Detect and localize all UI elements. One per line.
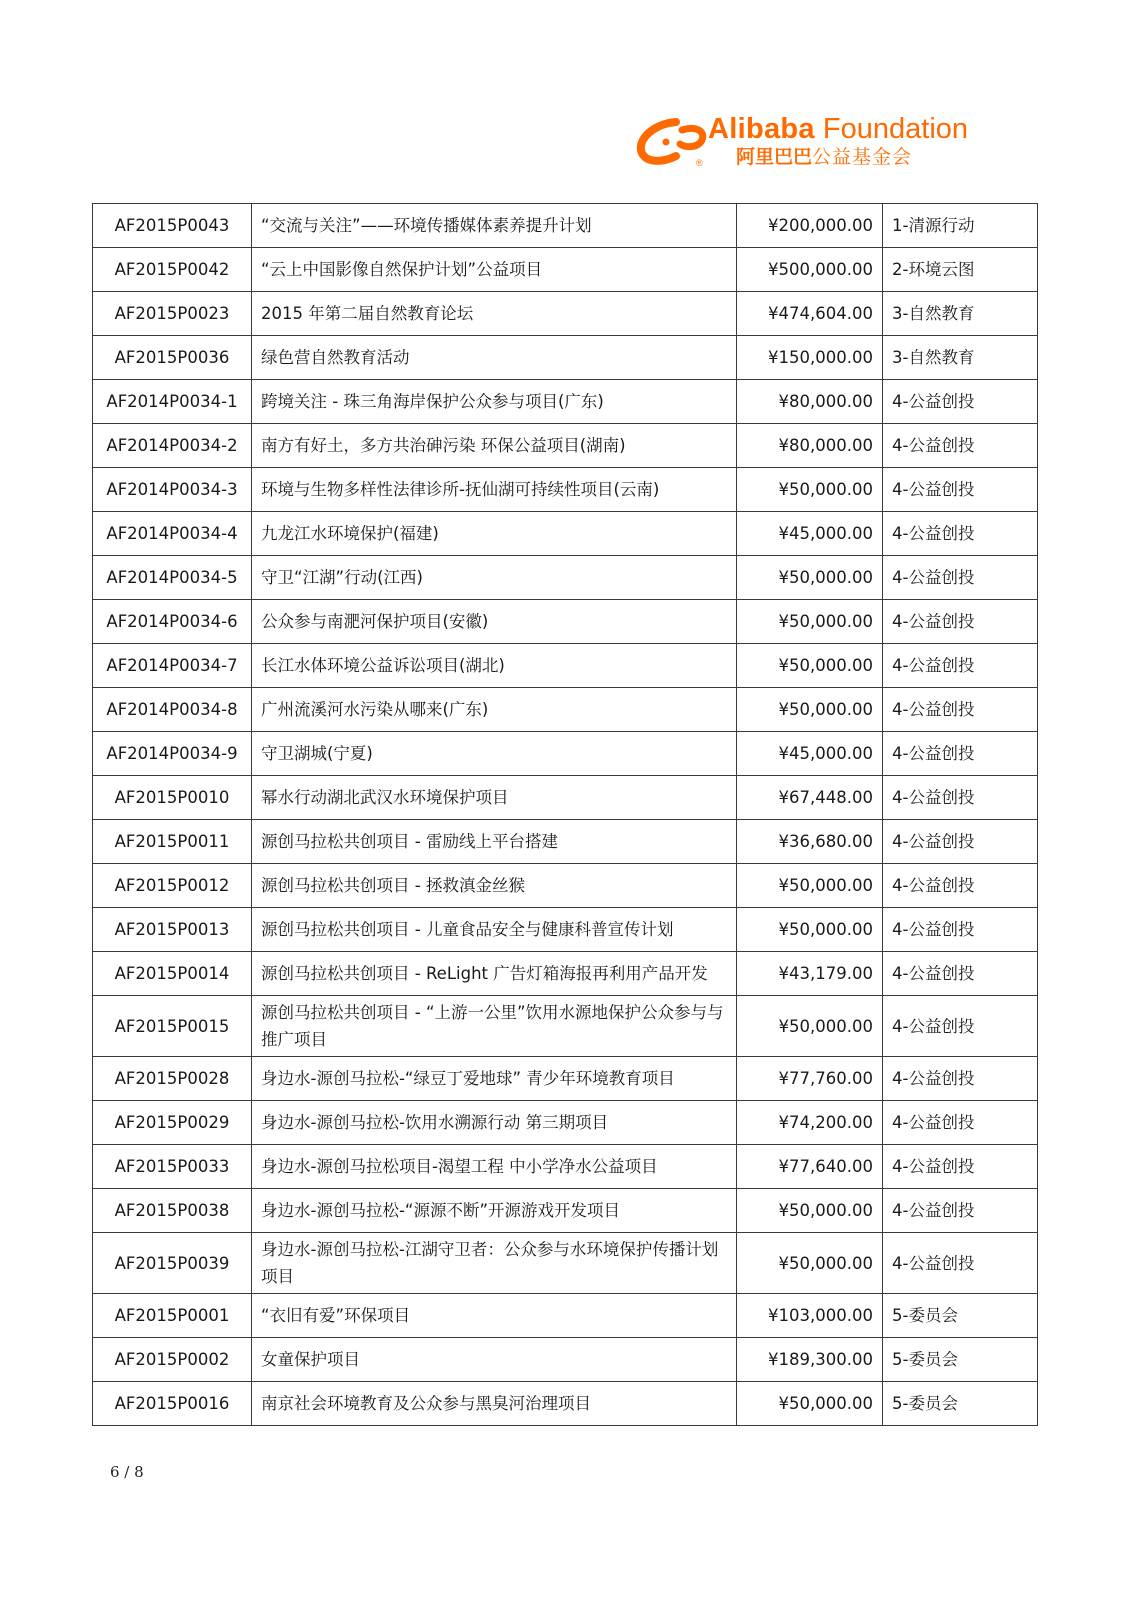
grant-amount-cell: ¥50,000.00 bbox=[737, 644, 883, 688]
project-code-cell: AF2014P0034-7 bbox=[93, 644, 252, 688]
category-cell: 4-公益创投 bbox=[883, 864, 1038, 908]
category-cell: 3-自然教育 bbox=[883, 292, 1038, 336]
category-cell: 4-公益创投 bbox=[883, 952, 1038, 996]
project-name-cell: 源创马拉松共创项目 - 雷励线上平台搭建 bbox=[252, 820, 737, 864]
project-name-cell: 跨境关注 - 珠三角海岸保护公众参与项目(广东) bbox=[252, 380, 737, 424]
table-row bbox=[93, 732, 1038, 776]
logo-cn-light: 公益基金会 bbox=[812, 146, 913, 168]
grant-amount-cell: ¥36,680.00 bbox=[737, 820, 883, 864]
grant-amount-cell: ¥50,000.00 bbox=[737, 864, 883, 908]
project-name-cell: 公众参与南淝河保护项目(安徽) bbox=[252, 600, 737, 644]
table-row bbox=[93, 556, 1038, 600]
project-code-cell: AF2015P0033 bbox=[93, 1145, 252, 1189]
project-code-cell: AF2015P0028 bbox=[93, 1057, 252, 1101]
table-row bbox=[93, 292, 1038, 336]
table-row bbox=[93, 248, 1038, 292]
grant-amount-cell: ¥50,000.00 bbox=[737, 996, 883, 1057]
project-code-cell: AF2015P0043 bbox=[93, 204, 252, 248]
table-row bbox=[93, 424, 1038, 468]
grant-amount-cell: ¥103,000.00 bbox=[737, 1294, 883, 1338]
grant-amount-cell: ¥474,604.00 bbox=[737, 292, 883, 336]
grant-amount-cell: ¥50,000.00 bbox=[737, 1382, 883, 1426]
table-row bbox=[93, 952, 1038, 996]
table-row bbox=[93, 1233, 1038, 1294]
project-code-cell: AF2015P0013 bbox=[93, 908, 252, 952]
project-name-cell: “交流与关注”——环境传播媒体素养提升计划 bbox=[252, 204, 737, 248]
grant-amount-cell: ¥200,000.00 bbox=[737, 204, 883, 248]
category-cell: 4-公益创投 bbox=[883, 1101, 1038, 1145]
project-code-cell: AF2015P0010 bbox=[93, 776, 252, 820]
table-row bbox=[93, 996, 1038, 1057]
project-name-cell: 身边水-源创马拉松-江湖守卫者：公众参与水环境保护传播计划项目 bbox=[252, 1233, 737, 1294]
grant-amount-cell: ¥50,000.00 bbox=[737, 1233, 883, 1294]
grant-amount-cell: ¥50,000.00 bbox=[737, 468, 883, 512]
table-row bbox=[93, 336, 1038, 380]
category-cell: 4-公益创投 bbox=[883, 1057, 1038, 1101]
table-row bbox=[93, 1189, 1038, 1233]
project-name-cell: 绿色营自然教育活动 bbox=[252, 336, 737, 380]
logo-en-bold: Alibaba bbox=[708, 113, 815, 145]
table-row bbox=[93, 1101, 1038, 1145]
project-name-cell: 守卫湖城(宁夏) bbox=[252, 732, 737, 776]
project-code-cell: AF2015P0001 bbox=[93, 1294, 252, 1338]
project-code-cell: AF2014P0034-2 bbox=[93, 424, 252, 468]
table-row bbox=[93, 688, 1038, 732]
project-name-cell: 女童保护项目 bbox=[252, 1338, 737, 1382]
grant-amount-cell: ¥67,448.00 bbox=[737, 776, 883, 820]
project-code-cell: AF2015P0029 bbox=[93, 1101, 252, 1145]
project-name-cell: 身边水-源创马拉松-“源源不断”开源游戏开发项目 bbox=[252, 1189, 737, 1233]
project-code-cell: AF2015P0002 bbox=[93, 1338, 252, 1382]
grant-amount-cell: ¥77,760.00 bbox=[737, 1057, 883, 1101]
project-name-cell: 环境与生物多样性法律诊所-抚仙湖可持续性项目(云南) bbox=[252, 468, 737, 512]
grant-amount-cell: ¥45,000.00 bbox=[737, 512, 883, 556]
category-cell: 3-自然教育 bbox=[883, 336, 1038, 380]
project-name-cell: 南方有好土，多方共治砷污染 环保公益项目(湖南) bbox=[252, 424, 737, 468]
project-name-cell: 源创马拉松共创项目 - 儿童食品安全与健康科普宣传计划 bbox=[252, 908, 737, 952]
grant-amount-cell: ¥50,000.00 bbox=[737, 600, 883, 644]
grant-projects-table bbox=[92, 203, 1038, 1426]
grant-amount-cell: ¥80,000.00 bbox=[737, 424, 883, 468]
alibaba-foundation-logo bbox=[636, 112, 988, 170]
table-row bbox=[93, 820, 1038, 864]
category-cell: 1-清源行动 bbox=[883, 204, 1038, 248]
project-code-cell: AF2015P0015 bbox=[93, 996, 252, 1057]
grant-amount-cell: ¥74,200.00 bbox=[737, 1101, 883, 1145]
project-name-cell: 身边水-源创马拉松-饮用水溯源行动 第三期项目 bbox=[252, 1101, 737, 1145]
grant-amount-cell: ¥43,179.00 bbox=[737, 952, 883, 996]
project-name-cell: 身边水-源创马拉松-“绿豆丁爱地球” 青少年环境教育项目 bbox=[252, 1057, 737, 1101]
table-row bbox=[93, 776, 1038, 820]
grant-amount-cell: ¥189,300.00 bbox=[737, 1338, 883, 1382]
logo-english-name bbox=[708, 114, 968, 144]
category-cell: 4-公益创投 bbox=[883, 424, 1038, 468]
grant-amount-cell: ¥50,000.00 bbox=[737, 908, 883, 952]
project-code-cell: AF2015P0039 bbox=[93, 1233, 252, 1294]
category-cell: 4-公益创投 bbox=[883, 1189, 1038, 1233]
category-cell: 4-公益创投 bbox=[883, 1145, 1038, 1189]
category-cell: 4-公益创投 bbox=[883, 600, 1038, 644]
project-name-cell: 南京社会环境教育及公众参与黑臭河治理项目 bbox=[252, 1382, 737, 1426]
category-cell: 4-公益创投 bbox=[883, 908, 1038, 952]
project-name-cell: 2015 年第二届自然教育论坛 bbox=[252, 292, 737, 336]
project-code-cell: AF2015P0038 bbox=[93, 1189, 252, 1233]
category-cell: 4-公益创投 bbox=[883, 512, 1038, 556]
category-cell: 4-公益创投 bbox=[883, 820, 1038, 864]
table-row bbox=[93, 644, 1038, 688]
project-code-cell: AF2015P0014 bbox=[93, 952, 252, 996]
category-cell: 4-公益创投 bbox=[883, 380, 1038, 424]
project-name-cell: 源创马拉松共创项目 - ReLight 广告灯箱海报再利用产品开发 bbox=[252, 952, 737, 996]
category-cell: 4-公益创投 bbox=[883, 732, 1038, 776]
project-code-cell: AF2014P0034-6 bbox=[93, 600, 252, 644]
category-cell: 4-公益创投 bbox=[883, 556, 1038, 600]
category-cell: 2-环境云图 bbox=[883, 248, 1038, 292]
registered-mark: ® bbox=[696, 158, 703, 168]
category-cell: 5-委员会 bbox=[883, 1294, 1038, 1338]
category-cell: 4-公益创投 bbox=[883, 468, 1038, 512]
logo-mark-icon bbox=[636, 114, 714, 168]
category-cell: 5-委员会 bbox=[883, 1338, 1038, 1382]
project-code-cell: AF2014P0034-5 bbox=[93, 556, 252, 600]
page-number: 6 / 8 bbox=[110, 1463, 144, 1481]
category-cell: 4-公益创投 bbox=[883, 644, 1038, 688]
project-code-cell: AF2015P0042 bbox=[93, 248, 252, 292]
project-code-cell: AF2014P0034-4 bbox=[93, 512, 252, 556]
grant-amount-cell: ¥50,000.00 bbox=[737, 688, 883, 732]
grant-amount-cell: ¥45,000.00 bbox=[737, 732, 883, 776]
category-cell: 4-公益创投 bbox=[883, 1233, 1038, 1294]
grant-table-body bbox=[93, 204, 1038, 1426]
project-name-cell: 守卫“江湖”行动(江西) bbox=[252, 556, 737, 600]
grant-amount-cell: ¥77,640.00 bbox=[737, 1145, 883, 1189]
project-code-cell: AF2015P0011 bbox=[93, 820, 252, 864]
grant-amount-cell: ¥500,000.00 bbox=[737, 248, 883, 292]
project-code-cell: AF2014P0034-1 bbox=[93, 380, 252, 424]
table-row bbox=[93, 1145, 1038, 1189]
project-code-cell: AF2014P0034-8 bbox=[93, 688, 252, 732]
project-name-cell: 广州流溪河水污染从哪来(广东) bbox=[252, 688, 737, 732]
project-code-cell: AF2015P0012 bbox=[93, 864, 252, 908]
project-name-cell: “衣旧有爱”环保项目 bbox=[252, 1294, 737, 1338]
grant-amount-cell: ¥150,000.00 bbox=[737, 336, 883, 380]
project-code-cell: AF2015P0016 bbox=[93, 1382, 252, 1426]
table-row bbox=[93, 1382, 1038, 1426]
category-cell: 4-公益创投 bbox=[883, 996, 1038, 1057]
table-row bbox=[93, 512, 1038, 556]
project-code-cell: AF2015P0036 bbox=[93, 336, 252, 380]
table-row bbox=[93, 1057, 1038, 1101]
grant-amount-cell: ¥80,000.00 bbox=[737, 380, 883, 424]
project-code-cell: AF2015P0023 bbox=[93, 292, 252, 336]
table-row bbox=[93, 600, 1038, 644]
category-cell: 5-委员会 bbox=[883, 1382, 1038, 1426]
table-row bbox=[93, 380, 1038, 424]
category-cell: 4-公益创投 bbox=[883, 688, 1038, 732]
project-code-cell: AF2014P0034-3 bbox=[93, 468, 252, 512]
project-name-cell: “云上中国影像自然保护计划”公益项目 bbox=[252, 248, 737, 292]
grant-amount-cell: ¥50,000.00 bbox=[737, 1189, 883, 1233]
table-row bbox=[93, 908, 1038, 952]
table-row bbox=[93, 1338, 1038, 1382]
logo-chinese-name bbox=[736, 146, 912, 168]
project-name-cell: 源创马拉松共创项目 - 拯救滇金丝猴 bbox=[252, 864, 737, 908]
logo-en-light: Foundation bbox=[814, 113, 969, 145]
project-code-cell: AF2014P0034-9 bbox=[93, 732, 252, 776]
category-cell: 4-公益创投 bbox=[883, 776, 1038, 820]
grant-amount-cell: ¥50,000.00 bbox=[737, 556, 883, 600]
project-name-cell: 九龙江水环境保护(福建) bbox=[252, 512, 737, 556]
table-row bbox=[93, 204, 1038, 248]
table-row bbox=[93, 864, 1038, 908]
project-name-cell: 长江水体环境公益诉讼项目(湖北) bbox=[252, 644, 737, 688]
project-name-cell: 身边水-源创马拉松项目-渴望工程 中小学净水公益项目 bbox=[252, 1145, 737, 1189]
project-name-cell: 源创马拉松共创项目 - “上游一公里”饮用水源地保护公众参与与推广项目 bbox=[252, 996, 737, 1057]
logo-cn-bold: 阿里巴巴 bbox=[736, 146, 813, 168]
project-name-cell: 幂水行动湖北武汉水环境保护项目 bbox=[252, 776, 737, 820]
table-row bbox=[93, 1294, 1038, 1338]
table-row bbox=[93, 468, 1038, 512]
